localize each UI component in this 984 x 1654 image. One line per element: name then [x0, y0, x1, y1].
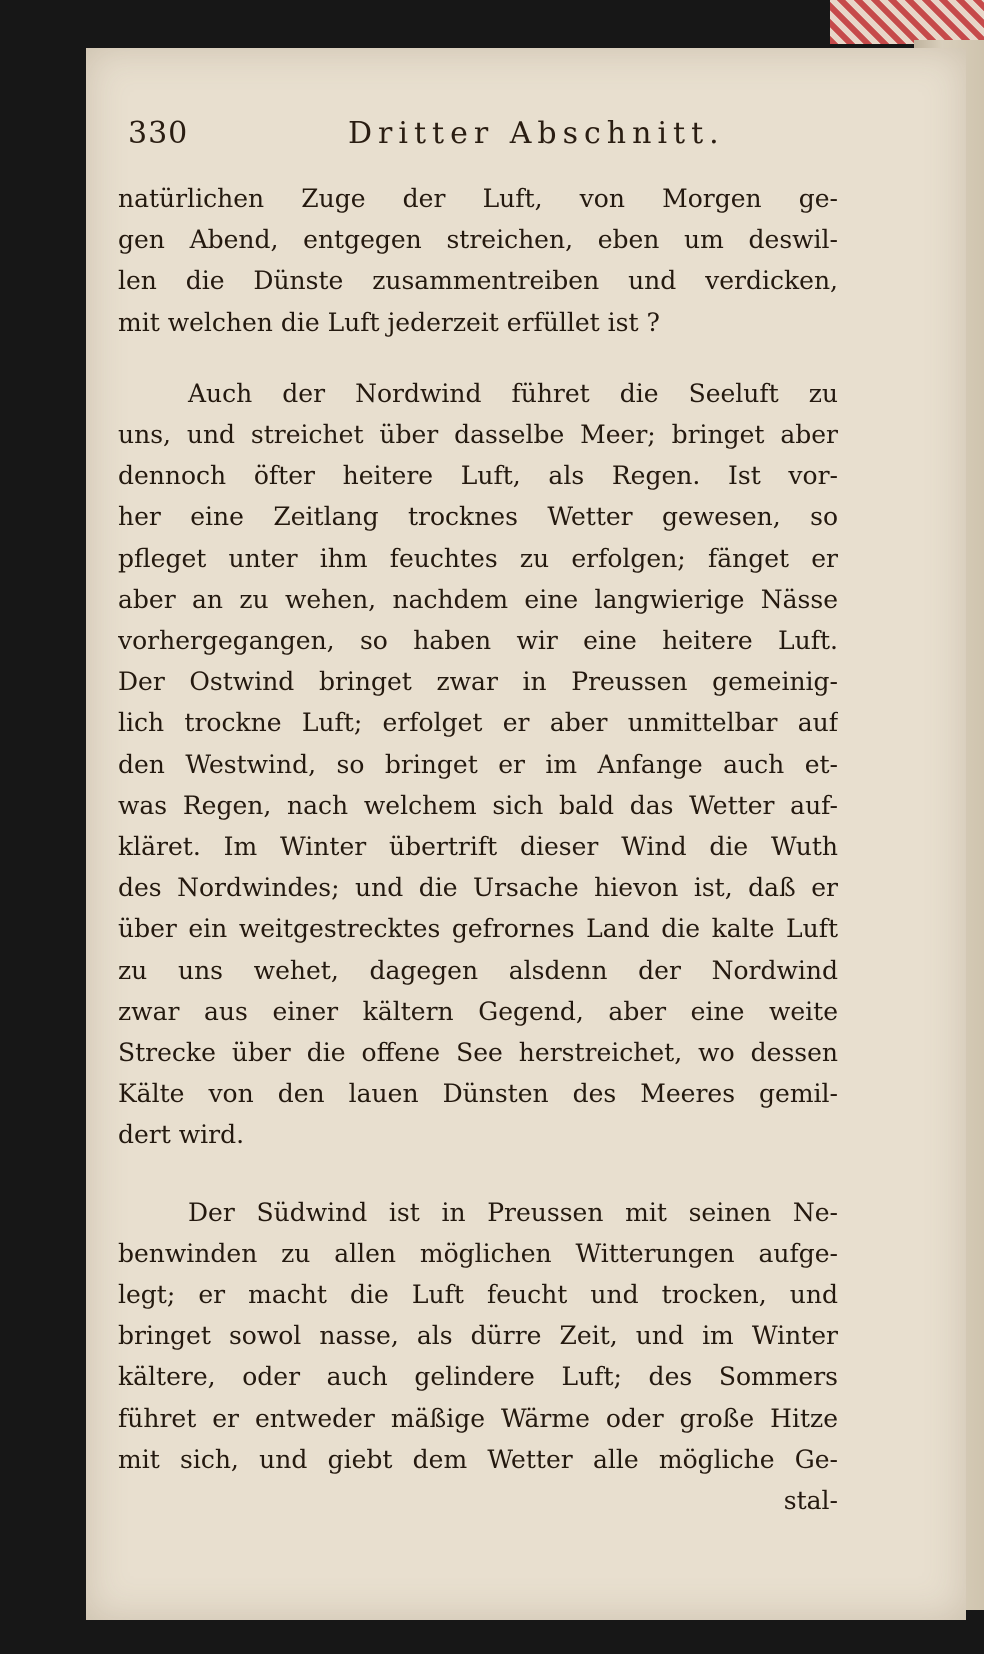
text-line: lich trockne Luft; erfolget er aber unmittelbar auf	[118, 708, 838, 738]
running-head: Dritter Abschnitt.	[348, 116, 725, 151]
body-text	[118, 178, 858, 1521]
text-line: vorhergegangen, so haben wir eine heitere Luft.	[118, 626, 838, 656]
text-line: aber an zu wehen, nachdem eine langwierige Nässe	[118, 584, 838, 614]
text-line: kältere, oder auch gelindere Luft; des Sommers	[118, 1362, 838, 1392]
text-line: bringet sowol nasse, als dürre Zeit, und im Winter	[118, 1321, 838, 1351]
text-line: mit welchen die Luft jederzeit erfüllet ist ?	[118, 307, 660, 337]
text-line: über ein weitgestrecktes gefrornes Land die kalte Luft	[118, 914, 838, 944]
text-line: zwar aus einer kältern Gegend, aber eine weite	[118, 996, 838, 1026]
text-line: her eine Zeitlang trocknes Wetter gewesen, so	[118, 502, 838, 532]
text-line: uns, und streichet über dasselbe Meer; bringet aber	[118, 420, 838, 450]
catchword: stal-	[783, 1486, 838, 1516]
paragraph-gap	[118, 343, 858, 373]
text-line: legt; er macht die Luft feucht und trocken, und	[118, 1280, 838, 1310]
paragraph-gap	[118, 1156, 858, 1192]
text-line: gen Abend, entgegen streichen, eben um deswil-	[118, 225, 838, 255]
text-line: natürlichen Zuge der Luft, von Morgen ge-	[118, 184, 838, 213]
text-line: Der Ostwind bringet zwar in Preussen gemeinig-	[118, 667, 838, 697]
text-line: des Nordwindes; und die Ursache hievon ist, daß er	[118, 873, 838, 903]
text-line: benwinden zu allen möglichen Witterungen aufge-	[118, 1238, 838, 1268]
text-line: dert wird.	[118, 1120, 245, 1150]
text-line: dennoch öfter heitere Luft, als Regen. Ist vor-	[118, 461, 838, 491]
paragraph-3	[118, 1192, 858, 1522]
text-line: Kälte von den lauen Dünsten des Meeres gemil-	[118, 1079, 838, 1109]
text-line: führet er entweder mäßige Wärme oder große Hitze	[118, 1403, 838, 1433]
paragraph-1	[118, 178, 858, 343]
text-line: Strecke über die offene See herstreichet, wo dessen	[118, 1038, 838, 1068]
page-number: 330	[128, 116, 189, 151]
text-line: len die Dünste zusammentreiben und verdicken,	[118, 266, 838, 296]
text-line: pfleget unter ihm feuchtes zu erfolgen; fänget er	[118, 543, 838, 573]
text-line: Der Südwind ist in Preussen mit seinen Ne-	[188, 1197, 838, 1227]
text-line: zu uns wehet, dagegen alsdenn der Nordwind	[118, 955, 838, 985]
page-header	[128, 116, 768, 156]
binding-edge	[830, 0, 984, 44]
text-line: mit sich, und giebt dem Wetter alle mögliche Ge-	[118, 1444, 838, 1474]
text-line: Auch der Nordwind führet die Seeluft zu	[188, 378, 838, 408]
text-line: was Regen, nach welchem sich bald das Wetter auf-	[118, 790, 838, 820]
text-line: kläret. Im Winter übertrift dieser Wind die Wuth	[118, 832, 838, 862]
paragraph-2	[118, 373, 858, 1156]
text-line: den Westwind, so bringet er im Anfange auch et-	[118, 749, 838, 779]
